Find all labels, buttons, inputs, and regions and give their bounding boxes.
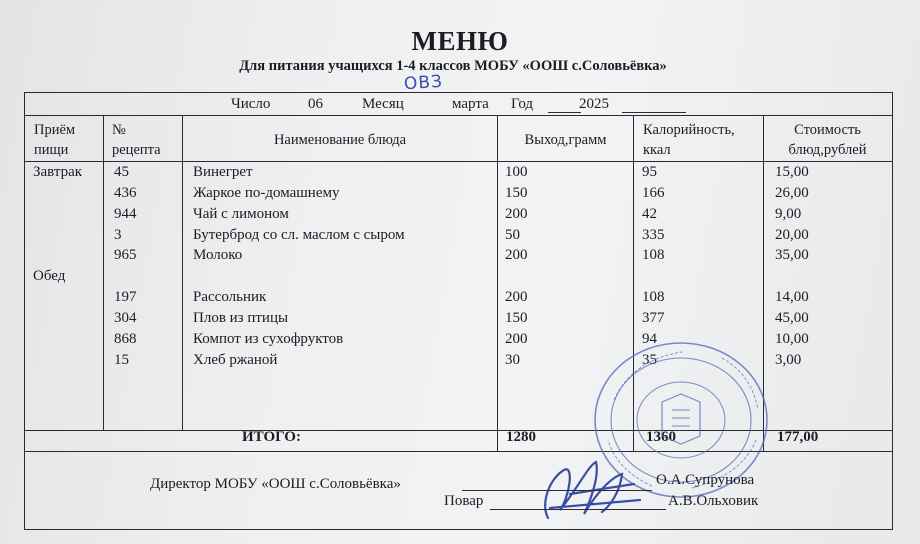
- dish-price: 15,00: [775, 164, 809, 180]
- dish-name: Плов из птицы: [193, 310, 289, 326]
- recipe-number: 944: [114, 206, 137, 222]
- handwritten-note: ОВЗ: [403, 71, 444, 95]
- menu-title: МЕНЮ: [411, 26, 509, 56]
- dish-name: Винегрет: [193, 164, 253, 180]
- year-underline-left: [548, 112, 581, 113]
- year-underline-right: [622, 112, 686, 113]
- recipe-number: 3: [114, 227, 122, 243]
- total-weight: 1280: [506, 429, 536, 445]
- dish-name: Бутерброд со сл. маслом с сыром: [193, 227, 405, 243]
- day-label: Число: [231, 96, 271, 112]
- dish-weight: 200: [505, 289, 528, 305]
- cook-signature-line: [490, 509, 666, 510]
- dish-calories: 166: [642, 185, 665, 201]
- dish-price: 10,00: [775, 331, 809, 347]
- menu-subtitle: Для питания учащихся 1-4 классов МОБУ «ООШ с.Соловьёвка»: [239, 58, 667, 74]
- month-value: марта: [452, 96, 489, 112]
- col-header-price: Стоимость блюд,рублей: [788, 122, 867, 158]
- director-name: О.А.Супрунова: [656, 472, 755, 488]
- month-label: Месяц: [362, 96, 404, 112]
- dish-name: Молоко: [193, 247, 243, 263]
- dish-weight: 200: [505, 206, 528, 222]
- dish-weight: 200: [505, 331, 528, 347]
- dish-calories: 108: [642, 289, 665, 305]
- signature-icon: [530, 448, 650, 528]
- recipe-number: 304: [114, 310, 137, 326]
- recipe-number: 436: [114, 185, 137, 201]
- recipe-number: 965: [114, 247, 137, 263]
- col-header-dish: Наименование блюда: [273, 132, 407, 148]
- total-calories: 1360: [646, 429, 676, 445]
- dish-weight: 30: [505, 352, 520, 368]
- recipe-number: 197: [114, 289, 137, 305]
- recipe-number: 45: [114, 164, 129, 180]
- col-header-weight: Выход,грамм: [524, 132, 607, 148]
- director-label: Директор МОБУ «ООШ с.Соловьёвка»: [150, 476, 401, 492]
- dish-price: 20,00: [775, 227, 809, 243]
- dish-price: 3,00: [775, 352, 802, 368]
- dish-price: 14,00: [775, 289, 809, 305]
- col-divider-3: [497, 115, 498, 451]
- total-price: 177,00: [777, 429, 819, 445]
- col-header-recipe: № рецепта: [112, 122, 161, 158]
- dish-price: 45,00: [775, 310, 809, 326]
- dish-calories: 95: [642, 164, 657, 180]
- dish-calories: 108: [642, 247, 665, 263]
- dish-calories: 35: [642, 352, 657, 368]
- day-value: 06: [308, 96, 323, 112]
- director-signature-line: [462, 490, 652, 491]
- col-divider-1: [103, 115, 104, 430]
- dish-weight: 50: [505, 227, 520, 243]
- dish-calories: 94: [642, 331, 657, 347]
- dish-weight: 100: [505, 164, 528, 180]
- cook-name: А.В.Ольховик: [668, 493, 759, 509]
- dish-name: Жаркое по-домашнему: [193, 185, 340, 201]
- recipe-number: 868: [114, 331, 137, 347]
- dish-name: Компот из сухофруктов: [193, 331, 344, 347]
- dish-name: Хлеб ржаной: [193, 352, 278, 368]
- dish-price: 26,00: [775, 185, 809, 201]
- year-label: Год: [511, 96, 534, 112]
- year-value: 2025: [579, 96, 609, 112]
- dish-name: Рассольник: [193, 289, 267, 305]
- meal-breakfast: Завтрак: [33, 164, 83, 180]
- dish-weight: 200: [505, 247, 528, 263]
- col-header-meal: Приём пищи: [34, 122, 76, 158]
- recipe-number: 15: [114, 352, 129, 368]
- dish-price: 9,00: [775, 206, 802, 222]
- meal-lunch: Обед: [33, 268, 66, 284]
- dish-calories: 377: [642, 310, 665, 326]
- dish-calories: 335: [642, 227, 665, 243]
- dish-weight: 150: [505, 185, 528, 201]
- dish-calories: 42: [642, 206, 657, 222]
- dish-weight: 150: [505, 310, 528, 326]
- cook-label: Повар: [444, 493, 484, 509]
- dish-name: Чай с лимоном: [193, 206, 289, 222]
- col-divider-2: [182, 115, 183, 430]
- col-header-calories: Калорийность, ккал: [643, 122, 735, 158]
- total-label: ИТОГО:: [242, 429, 301, 445]
- dish-price: 35,00: [775, 247, 809, 263]
